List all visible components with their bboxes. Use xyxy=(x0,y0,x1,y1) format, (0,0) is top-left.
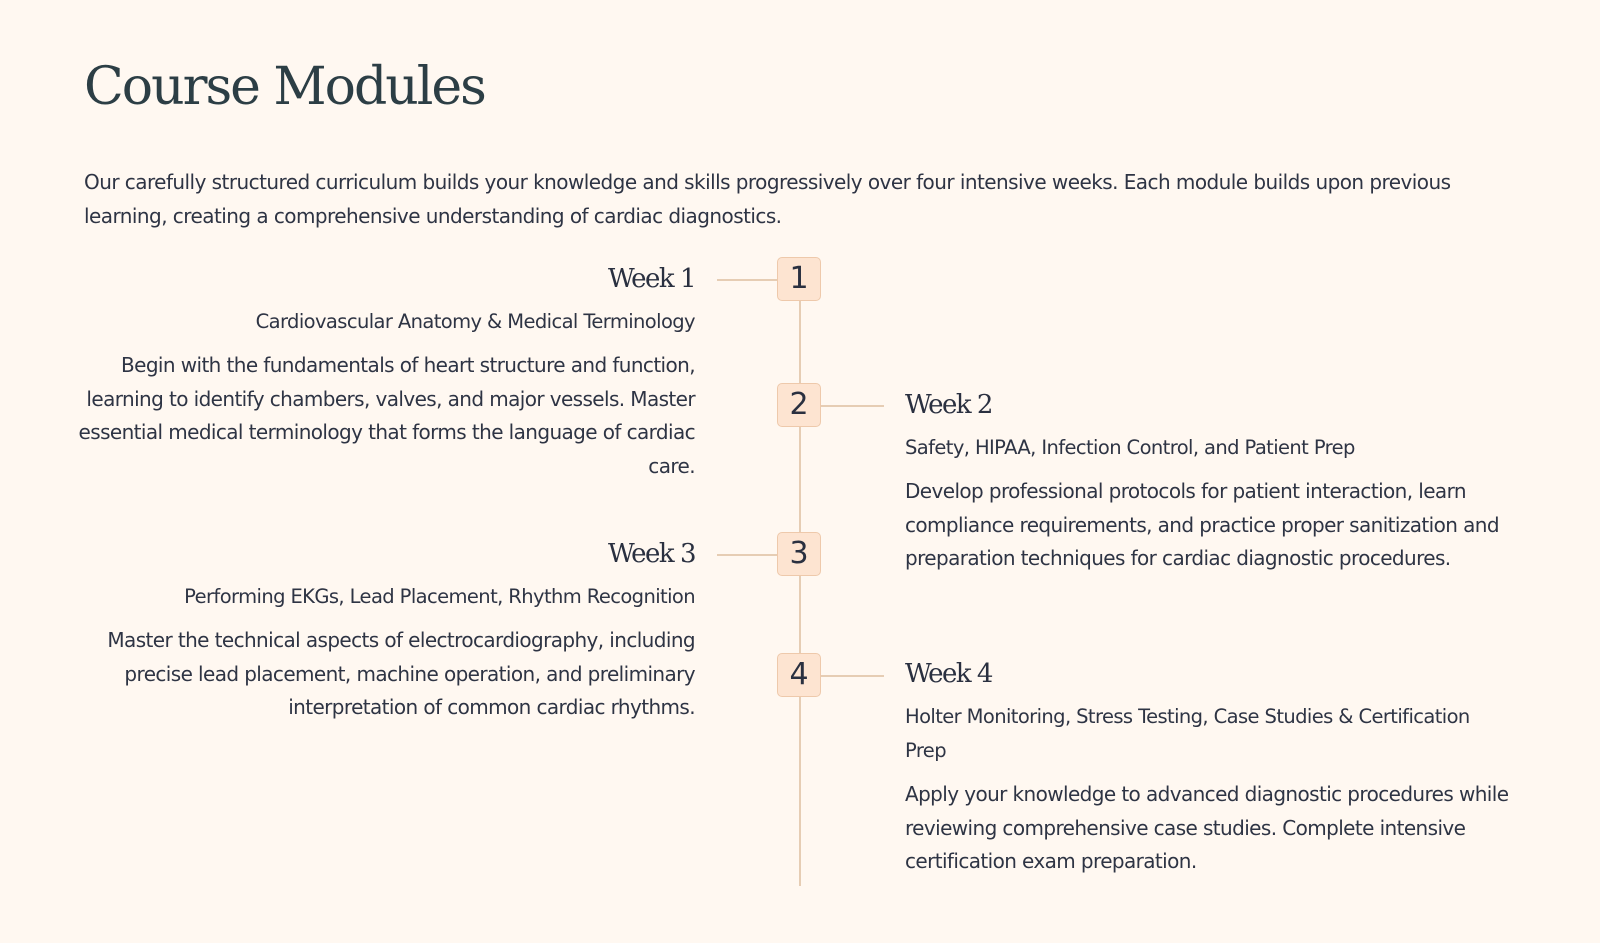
connector-week-4 xyxy=(821,675,884,677)
week-2-marker: 2 xyxy=(777,383,821,427)
module-week-4 xyxy=(905,654,1515,879)
week-1-label: Week 1 xyxy=(608,264,695,294)
week-3-marker: 3 xyxy=(777,532,821,576)
week-3-label: Week 3 xyxy=(608,539,695,569)
module-week-3 xyxy=(75,534,695,725)
week-3-description: Master the technical aspects of electrocardiography, including precise lead placement, machine operation, and preliminary interpretation of common cardiac rhythms. xyxy=(107,628,695,719)
week-4-subtitle: Holter Monitoring, Stress Testing, Case Studies & Certification Prep xyxy=(905,705,1470,762)
week-1-marker: 1 xyxy=(777,257,821,301)
week-1-description: Begin with the fundamentals of heart structure and function, learning to identify chambers, valves, and major vessels. Master essential medical terminology that forms the language of cardiac care. xyxy=(78,353,695,478)
week-2-description: Develop professional protocols for patient interaction, learn compliance requirements, and practice proper sanitization and preparation techniques for cardiac diagnostic procedures. xyxy=(905,479,1499,570)
module-week-1 xyxy=(75,259,695,483)
week-4-label: Week 4 xyxy=(905,659,992,689)
module-week-2 xyxy=(905,385,1515,576)
connector-week-3 xyxy=(717,554,779,556)
week-4-marker: 4 xyxy=(777,653,821,697)
week-4-description: Apply your knowledge to advanced diagnostic procedures while reviewing comprehensive case studies. Complete intensive certification exam preparation. xyxy=(905,782,1509,873)
week-2-label: Week 2 xyxy=(905,390,992,420)
week-1-subtitle: Cardiovascular Anatomy & Medical Terminology xyxy=(255,310,695,333)
week-3-subtitle: Performing EKGs, Lead Placement, Rhythm Recognition xyxy=(184,585,695,608)
page-title: Course Modules xyxy=(84,57,485,117)
connector-week-1 xyxy=(717,279,779,281)
intro-paragraph: Our carefully structured curriculum builds your knowledge and skills progressively over four intensive weeks. Each module builds upon previous learning, creating a comprehensive understanding of cardiac diagnostics. xyxy=(84,170,1451,228)
connector-week-2 xyxy=(821,405,884,407)
week-2-subtitle: Safety, HIPAA, Infection Control, and Patient Prep xyxy=(905,436,1355,459)
